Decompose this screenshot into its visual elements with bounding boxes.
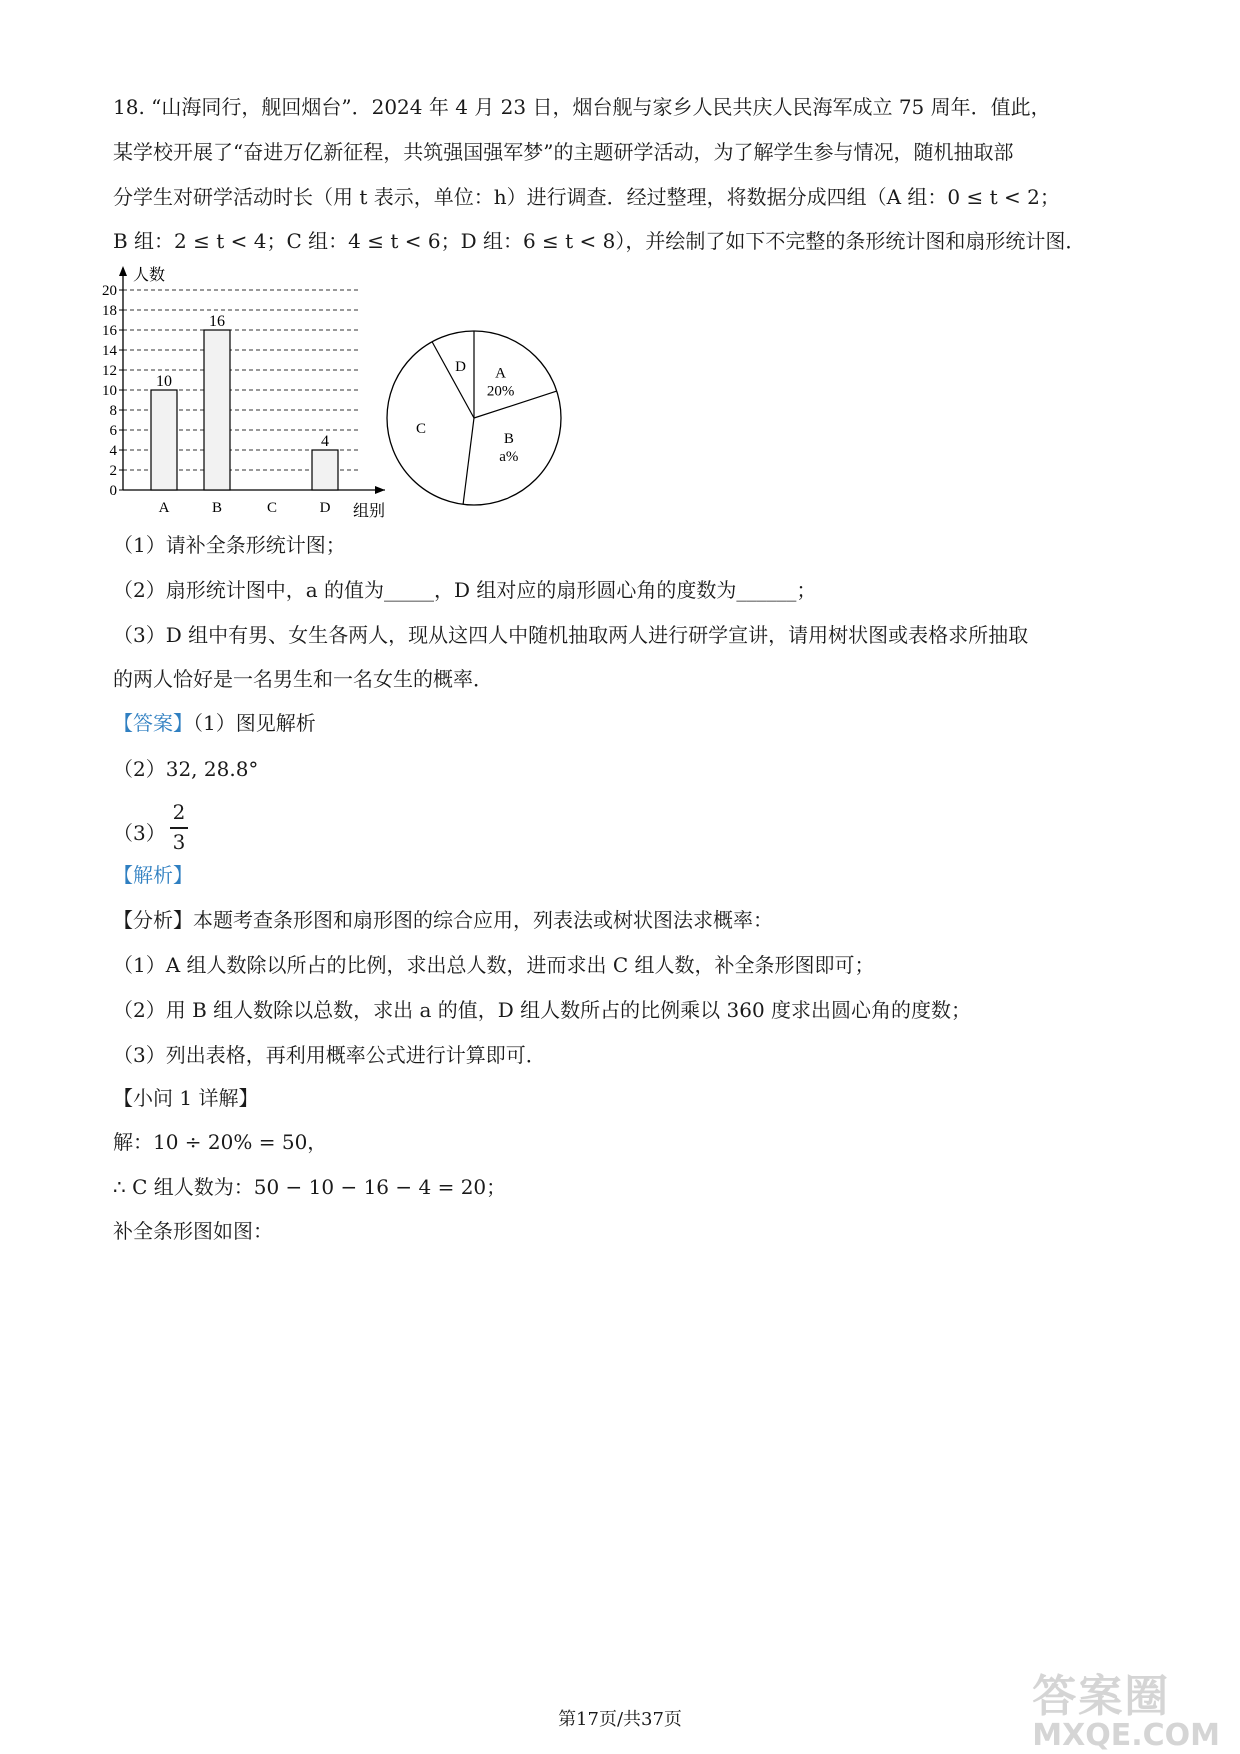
answer-1: （1）图见解析	[193, 711, 316, 735]
y-tick-label: 0	[109, 483, 117, 499]
fraction-bar	[170, 827, 188, 829]
question-line-2: 某学校开展了“奋进万亿新征程，共筑强国强军梦”的主题研学活动，为了解学生参与情况，随机抽取部	[113, 140, 1014, 164]
page-footer: 第17页/共37页	[558, 1709, 682, 1730]
pie-slice-value-label: a%	[499, 448, 519, 465]
detail-line-2: ∴ C 组人数为：50 − 10 − 16 − 4 = 20；	[113, 1175, 507, 1199]
y-tick-label: 20	[102, 283, 117, 299]
question-line-3: 分学生对研学活动时长（用 t 表示，单位：h）进行调查．经过整理，将数据分成四组（A 组：0 ≤ t < 2；	[113, 185, 1060, 209]
pie-slice-label: B	[503, 430, 514, 447]
bar	[151, 390, 177, 490]
bar-chart	[102, 266, 385, 520]
detail-line-3: 补全条形图如图：	[113, 1219, 273, 1243]
x-axis-arrow	[375, 486, 385, 494]
analysis-tag: 【解析】	[113, 863, 193, 887]
y-tick-label: 2	[109, 463, 117, 479]
analysis-line-1: 【分析】本题考查条形图和扇形图的综合应用，列表法或树状图法求概率：	[113, 908, 773, 932]
y-axis-label: 人数	[133, 267, 166, 284]
pie-chart	[387, 331, 561, 505]
x-tick-label: D	[319, 500, 331, 516]
watermark-url: MXQE.COM	[1032, 1718, 1220, 1753]
watermark-text: 答案圈	[1032, 1671, 1171, 1722]
y-tick-label: 4	[109, 443, 117, 459]
bar-value-label: 10	[156, 373, 172, 390]
bar-value-label: 4	[321, 433, 329, 450]
x-axis-label: 组别	[353, 503, 386, 520]
x-tick-label: A	[158, 500, 170, 516]
subquestion-3-line-2: 的两人恰好是一名男生和一名女生的概率．	[113, 667, 493, 691]
answer-tag: 【答案】	[113, 711, 193, 735]
analysis-line-4: （3）列出表格，再利用概率公式进行计算即可．	[113, 1043, 546, 1067]
bar	[204, 330, 230, 490]
pie-slice-value-label: 20%	[486, 383, 515, 400]
subquestion-1: （1）请补全条形统计图；	[113, 533, 346, 557]
fraction-numerator: 2	[172, 800, 186, 824]
detail-line-1: 解：10 ÷ 20% = 50，	[113, 1130, 328, 1154]
x-tick-label: B	[211, 500, 223, 516]
y-tick-label: 18	[102, 303, 117, 319]
detail-title: 【小问 1 详解】	[113, 1086, 259, 1110]
pie-slice-label: C	[416, 421, 427, 438]
pie-slice-label: A	[495, 365, 507, 382]
y-tick-label: 10	[102, 383, 117, 399]
answer-line-1	[113, 708, 316, 738]
pie-slice-label: D	[455, 358, 467, 375]
y-tick-label: 12	[102, 363, 117, 379]
answer-3-prefix: （3）	[113, 821, 166, 845]
analysis-line-2: （1）A 组人数除以所占的比例，求出总人数，进而求出 C 组人数，补全条形图即可；	[113, 953, 875, 977]
subquestion-2: （2）扇形统计图中，a 的值为_____，D 组对应的扇形圆心角的度数为______；	[113, 578, 817, 602]
fraction-denominator: 3	[172, 830, 186, 854]
question-line-4: B 组：2 ≤ t < 4；C 组：4 ≤ t < 6；D 组：6 ≤ t < 8），并绘制了如下不完整的条形统计图和扇形统计图．	[113, 229, 1086, 253]
bar-value-label: 16	[209, 313, 225, 330]
analysis-line-3: （2）用 B 组人数除以总数，求出 a 的值，D 组人数所占的比例乘以 360 度求出圆心角的度数；	[113, 998, 972, 1022]
y-tick-label: 8	[109, 403, 117, 419]
subquestion-3-line-1: （3）D 组中有男、女生各两人，现从这四人中随机抽取两人进行研学宣讲，请用树状图或表格求所抽取	[113, 623, 1029, 647]
y-tick-label: 14	[102, 343, 117, 359]
y-tick-label: 6	[109, 423, 117, 439]
answer-2: （2）32, 28.8°	[113, 757, 259, 781]
y-axis-arrow	[119, 266, 127, 276]
x-tick-label: C	[266, 500, 278, 516]
watermark	[1032, 1660, 1220, 1753]
y-tick-label: 16	[102, 323, 117, 339]
bar	[312, 450, 338, 490]
question-line-1: 18. “山海同行，舰回烟台”．2024 年 4 月 23 日，烟台舰与家乡人民共庆人民海军成立 75 周年．值此，	[113, 95, 1051, 119]
